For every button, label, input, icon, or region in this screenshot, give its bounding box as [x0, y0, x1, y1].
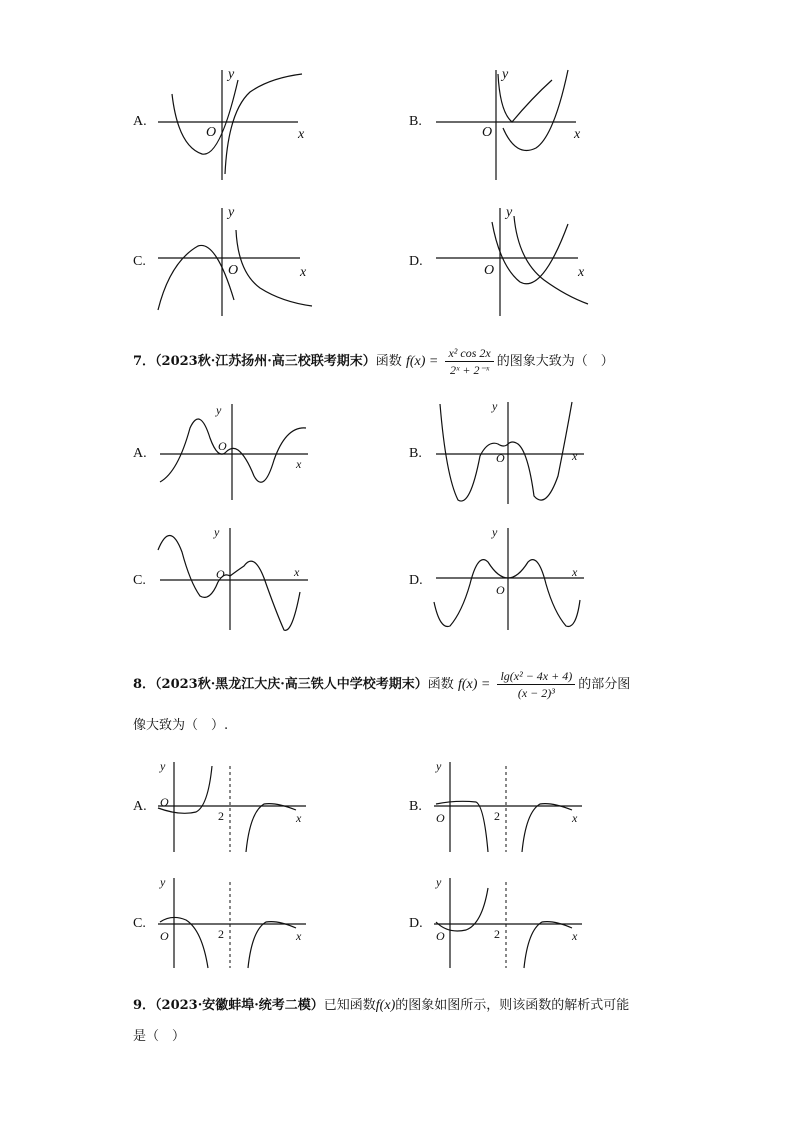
q7-option-c-label[interactable]: C.	[133, 573, 146, 588]
origin-label: O	[228, 263, 239, 278]
origin-label: O	[484, 263, 495, 278]
q7-graph-b	[426, 396, 596, 508]
q7-graph-a	[150, 398, 320, 508]
q8-function-name: f(x) =	[457, 677, 491, 692]
q6-option-d-label[interactable]: D.	[409, 254, 423, 269]
origin-label: O	[482, 125, 493, 140]
axis-y-label: y	[216, 403, 222, 417]
q8-fraction	[497, 668, 575, 701]
q9-function-name: f(x)	[375, 998, 396, 1013]
axis-x-label: x	[572, 811, 578, 825]
q6-graph-d	[428, 200, 598, 320]
q8-stem-line1	[133, 668, 630, 701]
axis-y-label: y	[228, 205, 235, 220]
q8-graph-b	[426, 756, 596, 856]
wave-curve	[434, 560, 580, 627]
q8-option-b-label[interactable]: B.	[409, 799, 422, 814]
q6-graph-a	[150, 62, 320, 182]
q7-graph-d	[426, 522, 596, 634]
q7-denominator: 2ˣ + 2⁻ˣ	[449, 363, 490, 377]
q6-option-c-label[interactable]: C.	[133, 254, 146, 269]
axis-y-label: y	[160, 759, 166, 773]
q8-source: （2023秋·黑龙江大庆·高三铁人中学校考期末）	[155, 677, 428, 692]
q8-graph-c	[150, 872, 320, 972]
origin-label: O	[496, 583, 505, 597]
origin-label: O	[496, 451, 505, 465]
q7-numerator: x² cos 2x	[445, 345, 493, 362]
origin-label: O	[216, 567, 225, 581]
right-branch	[246, 804, 296, 852]
right-branch	[522, 804, 572, 852]
origin-label: O	[218, 439, 227, 453]
hyperbola-curve	[514, 216, 588, 304]
axis-y-label: y	[436, 875, 442, 889]
q8-graph-d	[426, 872, 596, 972]
right-branch	[524, 922, 572, 968]
q9-source: （2023·安徽蚌埠·统考二模）	[155, 998, 324, 1013]
q9-text-after: 的图象如图所示，则该函数的解析式可能	[395, 998, 630, 1013]
tick-2-label: 2	[494, 809, 500, 823]
q8-denominator: (x − 2)³	[517, 686, 555, 700]
wave-curve	[160, 419, 306, 482]
q8-text-after: 的部分图	[578, 677, 631, 692]
parabola-curve	[158, 245, 234, 310]
q7-stem	[133, 345, 614, 378]
origin-label: O	[436, 811, 445, 825]
axis-x-label: x	[296, 811, 302, 825]
axis-x-label: x	[294, 565, 300, 579]
q7-function-name: f(x) =	[405, 354, 439, 369]
axis-x-label: x	[578, 265, 585, 280]
q9-number: 9．	[133, 998, 156, 1013]
axis-y-label: y	[228, 67, 235, 82]
axis-y-label: y	[502, 67, 509, 82]
left-branch	[436, 801, 488, 852]
axis-x-label: x	[572, 565, 578, 579]
q8-option-d-label[interactable]: D.	[409, 916, 423, 931]
axis-x-label: x	[296, 457, 302, 471]
q8-stem-line2: 像大致为（ ）.	[133, 718, 229, 733]
right-branch	[248, 922, 296, 968]
q7-option-b-label[interactable]: B.	[409, 446, 422, 461]
origin-label: O	[160, 929, 169, 943]
q9-text-before: 已知函数	[323, 998, 376, 1013]
q9-stem-line2: 是（ ）	[133, 1029, 186, 1044]
axis-y-label: y	[492, 399, 498, 413]
origin-label: O	[160, 795, 169, 809]
tick-2-label: 2	[494, 927, 500, 941]
q7-option-a-label[interactable]: A.	[133, 446, 147, 461]
q6-graph-b	[428, 62, 598, 182]
tick-2-label: 2	[218, 927, 224, 941]
q6-option-a-label[interactable]: A.	[133, 114, 147, 129]
parabola-curve	[492, 222, 568, 284]
wave-curve	[158, 535, 300, 630]
q8-graph-a	[150, 756, 320, 856]
q9-stem-line1	[133, 996, 629, 1016]
axis-x-label: x	[572, 449, 578, 463]
origin-label: O	[436, 929, 445, 943]
axis-y-label: y	[160, 875, 166, 889]
origin-label: O	[206, 125, 217, 140]
tick-2-label: 2	[218, 809, 224, 823]
q8-numerator: lg(x² − 4x + 4)	[497, 668, 575, 685]
axis-x-label: x	[572, 929, 578, 943]
q6-graph-c	[150, 200, 320, 320]
q7-number: 7．	[133, 354, 156, 369]
q8-text-before: 函数	[427, 677, 454, 692]
wave-curve	[440, 402, 572, 501]
q7-fraction	[445, 345, 493, 378]
axis-y-label: y	[506, 205, 513, 220]
q7-source: （2023秋·江苏扬州·高三校联考期末）	[155, 354, 376, 369]
axis-x-label: x	[298, 127, 305, 142]
axis-y-label: y	[214, 525, 220, 539]
log-curve	[225, 74, 302, 174]
axis-y-label: y	[436, 759, 442, 773]
q8-option-a-label[interactable]: A.	[133, 799, 147, 814]
axis-x-label: x	[296, 929, 302, 943]
q7-option-d-label[interactable]: D.	[409, 573, 423, 588]
q7-text-after: 的图象大致为（ ）	[496, 354, 614, 369]
q7-text-before: 函数	[375, 354, 402, 369]
q7-graph-c	[150, 522, 320, 634]
q6-option-b-label[interactable]: B.	[409, 114, 422, 129]
q8-number: 8．	[133, 677, 156, 692]
axis-x-label: x	[300, 265, 307, 280]
axis-x-label: x	[574, 127, 581, 142]
q8-option-c-label[interactable]: C.	[133, 916, 146, 931]
parabola-curve	[503, 70, 568, 151]
axis-y-label: y	[492, 525, 498, 539]
